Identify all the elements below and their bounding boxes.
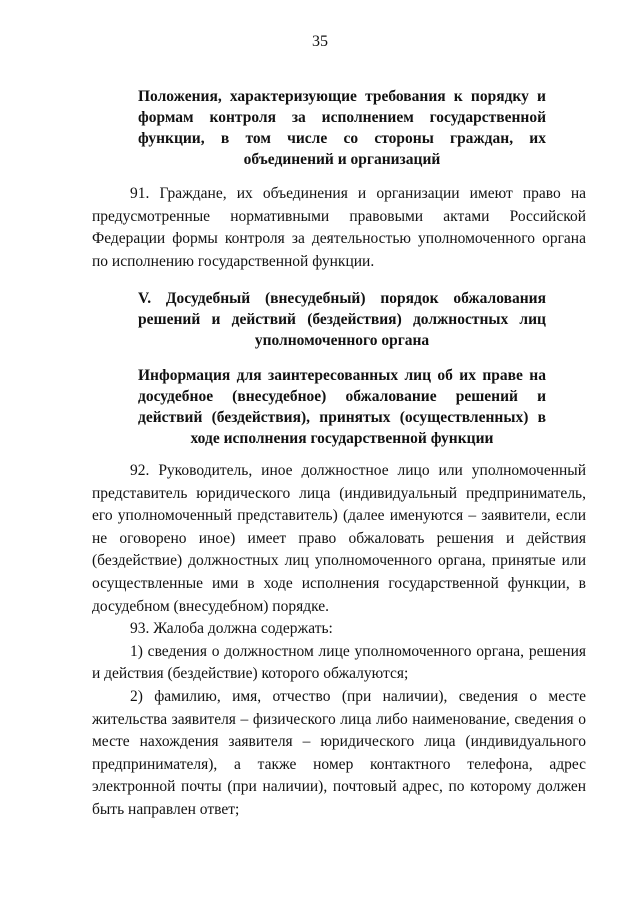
page-number: 35: [312, 33, 328, 50]
paragraph-93-item-1: 1) сведения о должностном лице уполномоченного органа, решения и действия (бездействие) которого обжалуются;: [92, 642, 586, 683]
body-block-2: [92, 460, 586, 822]
paragraph-93: 93. Жалоба должна содержать:: [130, 620, 333, 638]
paragraph-92: 92. Руководитель, иное должностное лицо или уполномоченный представитель юридического лица (индивидуальный предприниматель, его уполномоченный представитель) (далее именуются – заявители, если не оговорено иное) имеет право обжаловать решения и действия (бездействие) должностных лиц уполномоченного органа, принятые или осуществленные ими в ходе исполнения государственной функции, в досудебном (внесудебном) порядке.: [92, 462, 586, 615]
section-subtitle: Информация для заинтересованных лиц об их праве на досудебное (внесудебное) обжалование решений и действий (бездействия), принятых (осуществленных) в ходе исполнения государственной функции: [138, 367, 546, 447]
paragraph-91: 91. Граждане, их объединения и организации имеют право на предусмотренные нормативными правовыми актами Российской Федерации формы контроля за деятельностью уполномоченного органа по исполнению государственной функции.: [92, 185, 586, 270]
paragraph-93-item-2: 2) фамилию, имя, отчество (при наличии), сведения о месте жительства заявителя – физического лица либо наименование, сведения о месте нахождения заявителя – юридического лица (индивидуального предпринимателя), а также номер контактного телефона, адрес электронной почты (при наличии), почтовый адрес, по которому должен быть направлен ответ;: [92, 687, 586, 818]
body-block-1: [92, 183, 586, 273]
heading-control-requirements: Положения, характеризующие требования к порядку и формам контроля за исполнением государственной функции, в том числе со стороны граждан, их объединений и организаций: [138, 88, 546, 168]
section-title: V. Досудебный (внесудебный) порядок обжалования решений и действий (бездействия) должностных лиц уполномоченного органа: [138, 290, 546, 349]
